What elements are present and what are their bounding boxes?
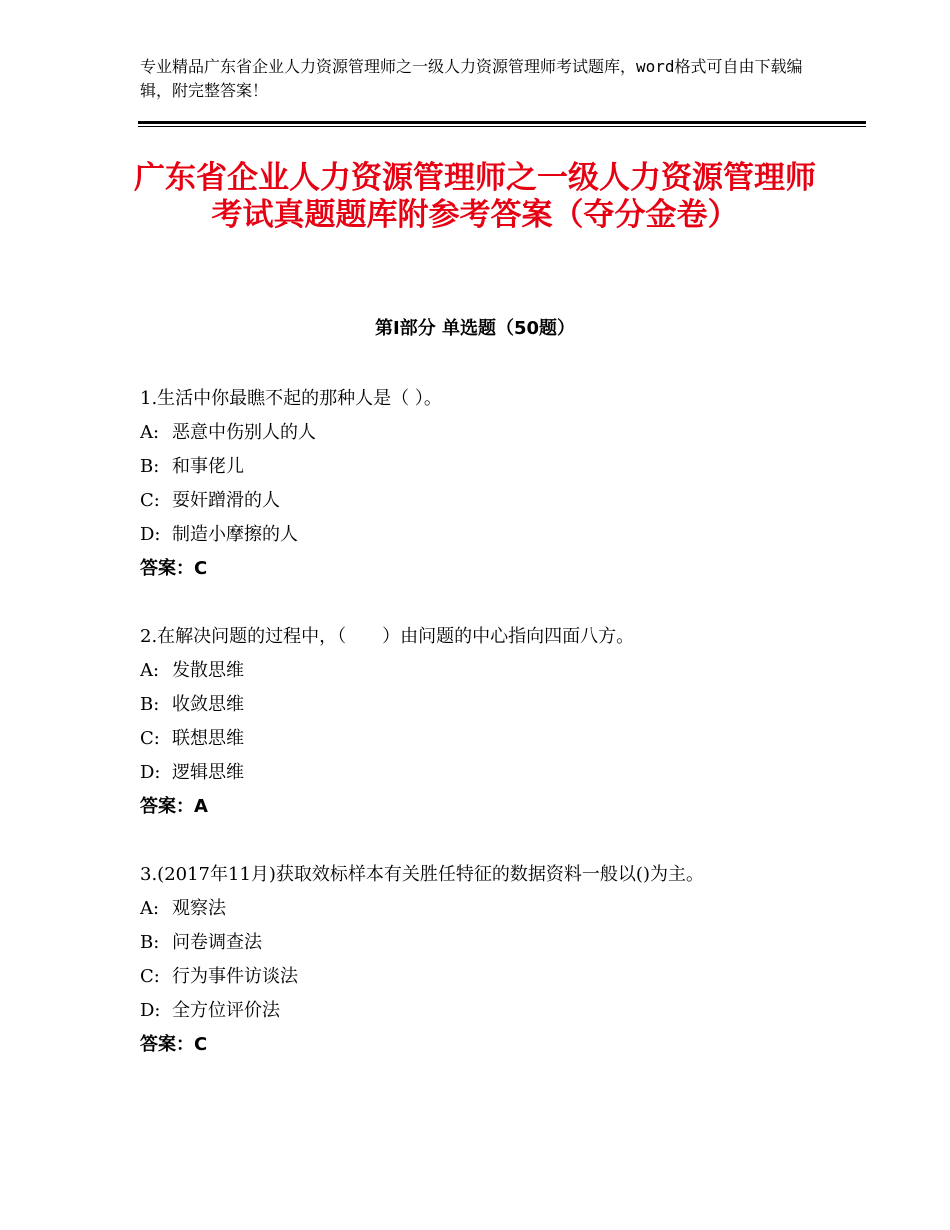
option-text: 行为事件访谈法 (172, 966, 298, 987)
option-b (140, 926, 800, 960)
option-b (140, 688, 800, 722)
option-key: D: (140, 524, 161, 545)
option-c (140, 722, 800, 756)
option-text: 恶意中伤别人的人 (172, 422, 316, 443)
option-key: A: (140, 898, 160, 919)
option-key: A: (140, 660, 160, 681)
option-a (140, 416, 800, 450)
answer: 答案：A (140, 796, 208, 817)
option-key: B: (140, 694, 160, 715)
option-text: 观察法 (172, 898, 226, 919)
option-text: 逻辑思维 (172, 762, 244, 783)
header-rule-thin (138, 126, 866, 127)
option-key: B: (140, 456, 160, 477)
option-key: A: (140, 422, 160, 443)
question-list (140, 382, 800, 1096)
option-d (140, 518, 800, 552)
option-key: D: (140, 762, 161, 783)
option-text: 发散思维 (172, 660, 244, 681)
option-a (140, 892, 800, 926)
header-note: 专业精品广东省企业人力资源管理师之一级人力资源管理师考试题库，word格式可自由下载编辑，附完整答案！ (140, 57, 803, 100)
option-text: 耍奸蹭滑的人 (172, 490, 280, 511)
option-text: 问卷调查法 (172, 932, 262, 953)
question-stem: 3.(2017年11月)获取效标样本有关胜任特征的数据资料一般以()为主。 (140, 864, 704, 885)
option-text: 全方位评价法 (172, 1000, 280, 1021)
option-text: 制造小摩擦的人 (172, 524, 298, 545)
header-rule-thick (138, 121, 866, 124)
option-key: B: (140, 932, 160, 953)
question-stem: 2.在解决问题的过程中，（ ）由问题的中心指向四面八方。 (140, 626, 635, 647)
option-d (140, 756, 800, 790)
option-key: D: (140, 1000, 161, 1021)
option-text: 收敛思维 (172, 694, 244, 715)
question-stem: 1.生活中你最瞧不起的那种人是（ ）。 (140, 388, 442, 409)
answer: 答案：C (140, 1034, 208, 1055)
option-text: 联想思维 (172, 728, 244, 749)
question-2 (140, 620, 800, 824)
document-title: 广东省企业人力资源管理师之一级人力资源管理师考试真题题库附参考答案（夺分金卷） (134, 160, 816, 233)
option-c (140, 484, 800, 518)
option-key: C: (140, 966, 160, 987)
option-text: 和事佬儿 (172, 456, 244, 477)
option-key: C: (140, 490, 160, 511)
option-c (140, 960, 800, 994)
section-title: 第Ⅰ部分 单选题（50题） (374, 318, 575, 339)
question-1 (140, 382, 800, 586)
question-3 (140, 858, 800, 1062)
answer: 答案：C (140, 558, 208, 579)
option-key: C: (140, 728, 160, 749)
option-d (140, 994, 800, 1028)
option-a (140, 654, 800, 688)
option-b (140, 450, 800, 484)
